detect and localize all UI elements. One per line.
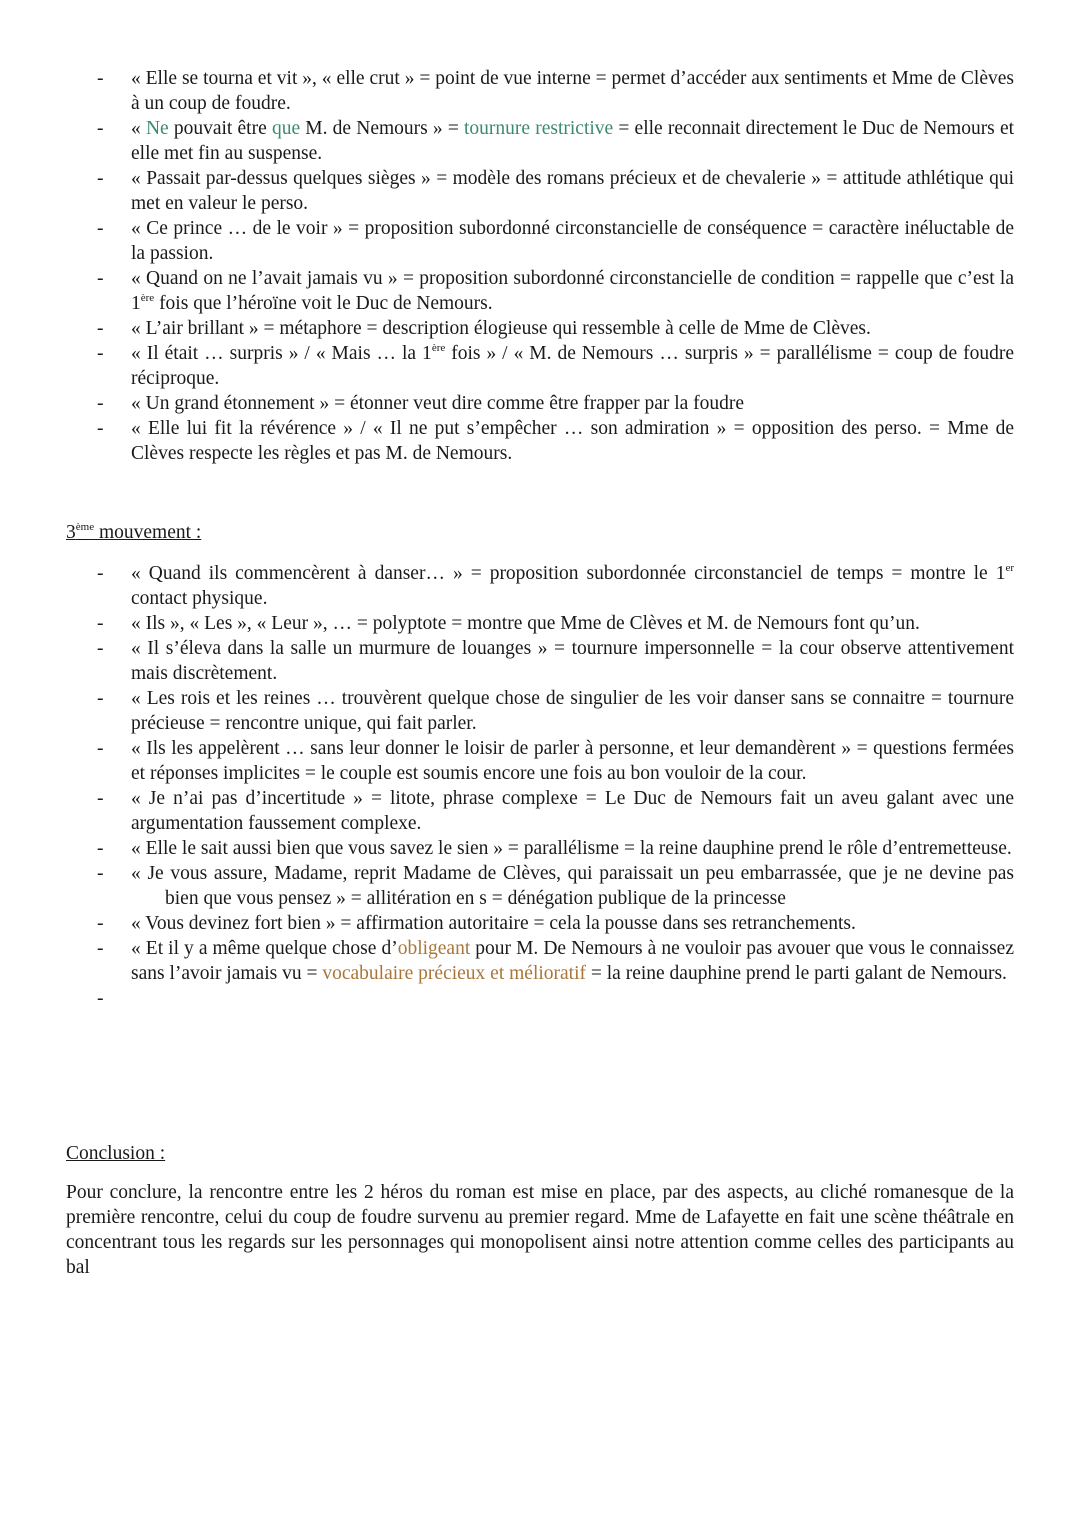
- dash-bullet: -: [97, 913, 104, 934]
- dash-bullet: -: [97, 343, 104, 364]
- list-item: - « Quand ils commencèrent à danser… » = proposition subordonnée circonstanciel de temps = montre le 1er contact physique.: [97, 562, 1014, 609]
- list-item: - « Et il y a même quelque chose d’obligeant pour M. De Nemours à ne vouloir pas avouer que vous le connaissez sans l’avoir jamais vu = vocabulaire précieux et mélioratif = la reine dauphine prend le parti galant de Nemours.: [97, 938, 1014, 984]
- list-item: - « Les rois et les reines … trouvèrent quelque chose de singulier de les voir danser sans se connaitre = tournure précieuse = rencontre unique, qui fait parler.: [97, 688, 1014, 734]
- section3-analysis-list: [0, 561, 1080, 1009]
- list-item: - « Quand on ne l’avait jamais vu » = proposition subordonné circonstancielle de condition = rappelle que c’est la 1ère fois que l’héroïne voit le Duc de Nemours.: [97, 268, 1014, 314]
- list-item: - « L’air brillant » = métaphore = description élogieuse qui ressemble à celle de Mme de Clèves.: [97, 318, 871, 339]
- list-item: - « Ils », « Les », « Leur », … = polyptote = montre que Mme de Clèves et M. de Nemours font qu’un.: [97, 613, 920, 634]
- list-item: - « Ne pouvait être que M. de Nemours » = tournure restrictive = elle reconnait directement le Duc de Nemours et elle met fin au suspense.: [97, 118, 1015, 164]
- list-item: - « Il s’éleva dans la salle un murmure de louanges » = tournure impersonnelle = la cour observe attentivement mais discrètement.: [97, 638, 1014, 684]
- list-item: - « Ils les appelèrent … sans leur donner le loisir de parler à personne, et leur demandèrent » = questions fermées et réponses implicites = le couple est soumis encore une fois au bon vouloir de la cour.: [97, 738, 1014, 784]
- dash-bullet: -: [97, 118, 104, 139]
- highlight-text: tournure restrictive: [464, 118, 614, 139]
- list-item: - « Elle se tourna et vit », « elle crut » = point de vue interne = permet d’accéder aux sentiments et Mme de Clèves à un coup de foudre.: [97, 68, 1014, 114]
- list-item: - « Elle le sait aussi bien que vous savez le sien » = parallélisme = la reine dauphine prend le rôle d’entremetteuse.: [97, 838, 1012, 859]
- dash-bullet: -: [97, 68, 104, 89]
- dash-bullet: -: [97, 738, 104, 759]
- list-item: - « Vous devinez fort bien » = affirmation autoritaire = cela la pousse dans ses retranchements.: [97, 913, 856, 934]
- dash-bullet: -: [97, 613, 104, 634]
- dash-bullet: -: [97, 168, 104, 189]
- dash-bullet: -: [97, 988, 104, 1009]
- dash-bullet: -: [97, 268, 104, 289]
- dash-bullet: -: [97, 863, 104, 884]
- list-item: - « Je n’ai pas d’incertitude » = litote, phrase complexe = Le Duc de Nemours fait un aveu galant avec une argumentation faussement complexe.: [97, 788, 1014, 834]
- highlight-text: vocabulaire précieux et mélioratif: [322, 963, 587, 984]
- list-item: - « Je vous assure, Madame, reprit Madame de Clèves, qui paraissait un peu embarrassée, que je ne devine pasbien que vous pensez » = allitération en s = dénégation publique de la princesse: [97, 863, 1014, 909]
- highlight-text: obligeant: [397, 938, 471, 959]
- dash-bullet: -: [97, 788, 104, 809]
- dash-bullet: -: [97, 318, 104, 339]
- dash-bullet: -: [97, 218, 104, 239]
- conclusion-paragraph: Pour conclure, la rencontre entre les 2 héros du roman est mise en place, par des aspects, au cliché romanesque de la première rencontre, celui du coup de foudre survenu au premier regard. Mme de Lafayette en fait une scène théâtrale en concentrant tous les regards sur les personnages qui monopolisent ainsi notre attention comme celles des participants au bal: [66, 1182, 1014, 1278]
- dash-bullet: -: [97, 938, 104, 959]
- dash-bullet: -: [97, 563, 104, 584]
- list-item: - « Ce prince … de le voir » = proposition subordonné circonstancielle de conséquence = caractère inéluctable de la passion.: [97, 218, 1014, 264]
- list-item: - « Un grand étonnement » = étonner veut dire comme être frapper par la foudre: [97, 393, 745, 414]
- list-item: - « Elle lui fit la révérence » / « Il ne put s’empêcher … son admiration » = opposition des perso. = Mme de Clèves respecte les règles et pas M. de Nemours.: [97, 418, 1014, 464]
- section2-analysis-list: [0, 66, 1080, 466]
- dash-bullet: -: [97, 393, 104, 414]
- list-item: - « Passait par-dessus quelques sièges » = modèle des romans précieux et de chevalerie » = attitude athlétique qui met en valeur le perso.: [97, 168, 1014, 214]
- dash-bullet: -: [97, 838, 104, 859]
- highlight-text: que: [271, 118, 301, 139]
- section3-heading: 3ème mouvement :: [66, 521, 202, 543]
- highlight-text: Ne: [145, 118, 169, 139]
- dash-bullet: -: [97, 688, 104, 709]
- dash-bullet: -: [97, 638, 104, 659]
- dash-bullet: -: [97, 418, 104, 439]
- conclusion-heading: Conclusion :: [66, 1143, 166, 1164]
- list-item: - « Il était … surpris » / « Mais … la 1ère fois » / « M. de Nemours … surpris » = parallélisme = coup de foudre réciproque.: [97, 342, 1014, 389]
